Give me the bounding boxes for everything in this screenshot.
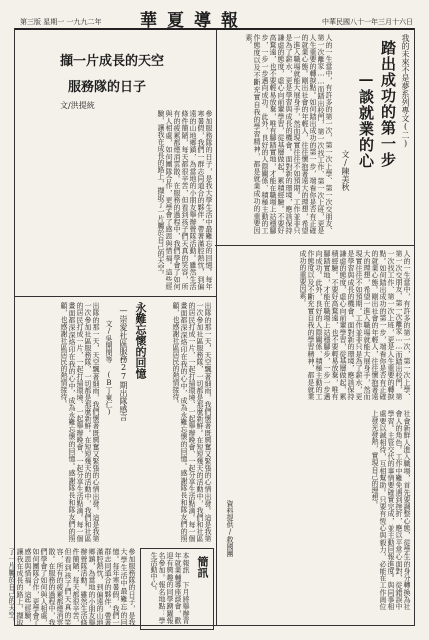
- left-bottom-byline: 文/吳開閔等 (B丁東仁): [105, 320, 113, 416]
- main-divider: [215, 245, 415, 246]
- left-top-headline: 擷一片成長的天空: [60, 54, 165, 69]
- left-top-subheadline: 服務隊的日子: [68, 80, 147, 95]
- main-series-label: 我的未來不是夢系列專文(二): [401, 34, 410, 148]
- main-subheadline: —談就業的心: [357, 70, 375, 169]
- left-divider: [14, 296, 216, 297]
- left-bottom-body-continued: 出隊的那一天，天空飄著細雨，我們懷著既興奮又緊張的心情出發。這是我第一次參加社區服務隊，一切都是那麼新鮮。在短短幾天的活動中，我們和社區的居民打成一片，一起打掃環境、一起舉辦晚會、一起分享生活點滴。每一個畫面都深深烙印在我的心中，成為永難忘懷的回憶。感謝隊長和隊友們的照顧，也感謝社區居民的熱情接待。: [172, 302, 212, 542]
- notice-body: 本報訊 下月將舉辦青年就業輔導座談會，歡迎有興趣的同學踴躍報名參加。報名地點：學生活動中心。: [150, 552, 190, 624]
- main-article-body-top: 人的一生當中，有許多的第一次，第一次上學、第一次交朋友、第一次離家……而踏出校門，第一次找工作、第一次上班，更是人生重要的轉捩點。如何踏出成功的第一步，端看你是否有正確的就業心態。剛出社會的年輕人，往往懷抱著遠大的理想，希望一進入職場就能大展身手，然而現實往往不如預期。工作並非只是為了薪水，更是學習與成長的機會。面對新的環境，應該保持謙虛的態度，虛心向前輩學習，從基層做起，累積經驗。不要好高騖遠，也不要輕易放棄，唯有腳踏實地，才能在職場上站穩腳步，一步一步邁向成功。此外，良好的人際關係、積極主動的工作態度以及不斷充實自我的學習精神，都是就業成功的重要因素。: [245, 34, 333, 234]
- left-rule: [14, 28, 15, 626]
- left-top-body: 參加服務隊的日子，是我大學生活中最難忘的回憶。每年寒暑假，我們一群志同道合的夥伴，帶著滿腔熱忱，到偏遠的山地鄉鎮，為當地的小朋友舉辦營隊活動。雖然生活條件簡陋，每天都很辛苦，但看到孩子們天真的笑容，所有的疲累都煙消雲散。在服務的過程中，我們學會了如何與人相處，如何團隊合作，更學會了感恩與惜福。這些經驗，讓我在成長的路上，擷取了一片屬於自己的天空。: [157, 110, 213, 290]
- main-article-body-middle: 人的一生當中，有許多的第一次，第一次上學、第一次交朋友、第一次離家……而踏出校門，第一次找工作、第一次上班，更是人生重要的轉捩點。如何踏出成功的第一步，端看你是否有正確的就業心態。剛出社會的年輕人，往往懷抱著遠大的理想，希望一進入職場就能大展身手，然而現實往往不如預期。工作並非只是為了薪水，更是學習與成長的機會。面對新的環境，應該保持謙虛的態度，虛心向前輩學習，從基層做起，累積經驗。不要好高騖遠，也不要輕易放棄，唯有腳踏實地，才能在職場上站穩腳步，一步一步邁向成功。此外，良好的人際關係、積極主動的工作態度以及不斷充實自我的學習精神，都是就業成功的重要因素。: [299, 250, 411, 400]
- main-headline: 踏出成功的第一步: [379, 40, 397, 168]
- notice-title: 簡訊: [196, 556, 209, 578]
- left-bottom-subheadline: —崇愛社區服務27期出隊感言: [119, 306, 128, 421]
- main-byline: 文/陳美秋: [341, 150, 350, 191]
- credit-line: 資料提供/救國團: [226, 500, 234, 557]
- center-divider: [216, 30, 217, 626]
- masthead-page-info: 第三版 星期一 一九九二年: [20, 18, 102, 26]
- masthead-date: 中華民國八十一年三月十六日: [322, 18, 413, 26]
- left-bottom-body: 出隊的那一天，天空飄著細雨，我們懷著既興奮又緊張的心情出發。這是我第一次參加社區服務隊，一切都是那麼新鮮。在短短幾天的活動中，我們和社區的居民打成一片，一起打掃環境、一起舉辦晚會、一起分享生活點滴。每一個畫面都深深烙印在我的心中，成為永難忘懷的回憶。感謝隊長和隊友們的照顧，也感謝社區居民的熱情接待。: [60, 302, 100, 542]
- right-rule: [414, 28, 415, 626]
- left-bottom-headline: 永難忘懷的回憶: [134, 302, 147, 379]
- masthead-title: 華夏導報: [140, 11, 248, 31]
- left-top-byline: 文/洪提統: [60, 101, 95, 110]
- left-bottom-body-end: 參加服務隊的日子，是我大學生活中最難忘的回憶。每年寒暑假，我們一群志同道合的夥伴，帶著滿腔熱忱，到偏遠的山地鄉鎮，為當地的小朋友舉辦營隊活動。雖然生活條件簡陋，每天都很辛苦，但看到孩子們天真的笑容，所有的疲累都煙消雲散。在服務的過程中，我們學會了如何與人相處，如何團隊合作，更學會了感恩與惜福。這些經驗，讓我在成長的路上，擷取了一片屬於自己的天空。: [8, 548, 136, 626]
- side-column-body: 社會新鮮人進入職場，首先要調整心態，從學生的身分轉換為社會人的角色。工作中難免遇到挫折，應以平常心面對，從錯誤中學習。主管交代的事情要確實完成，並主動回報進度。與同事相處要以誠相待，互相幫助。只要有恆心與毅力，必能在工作崗位上發光發熱，實現自己的理想。: [371, 410, 411, 610]
